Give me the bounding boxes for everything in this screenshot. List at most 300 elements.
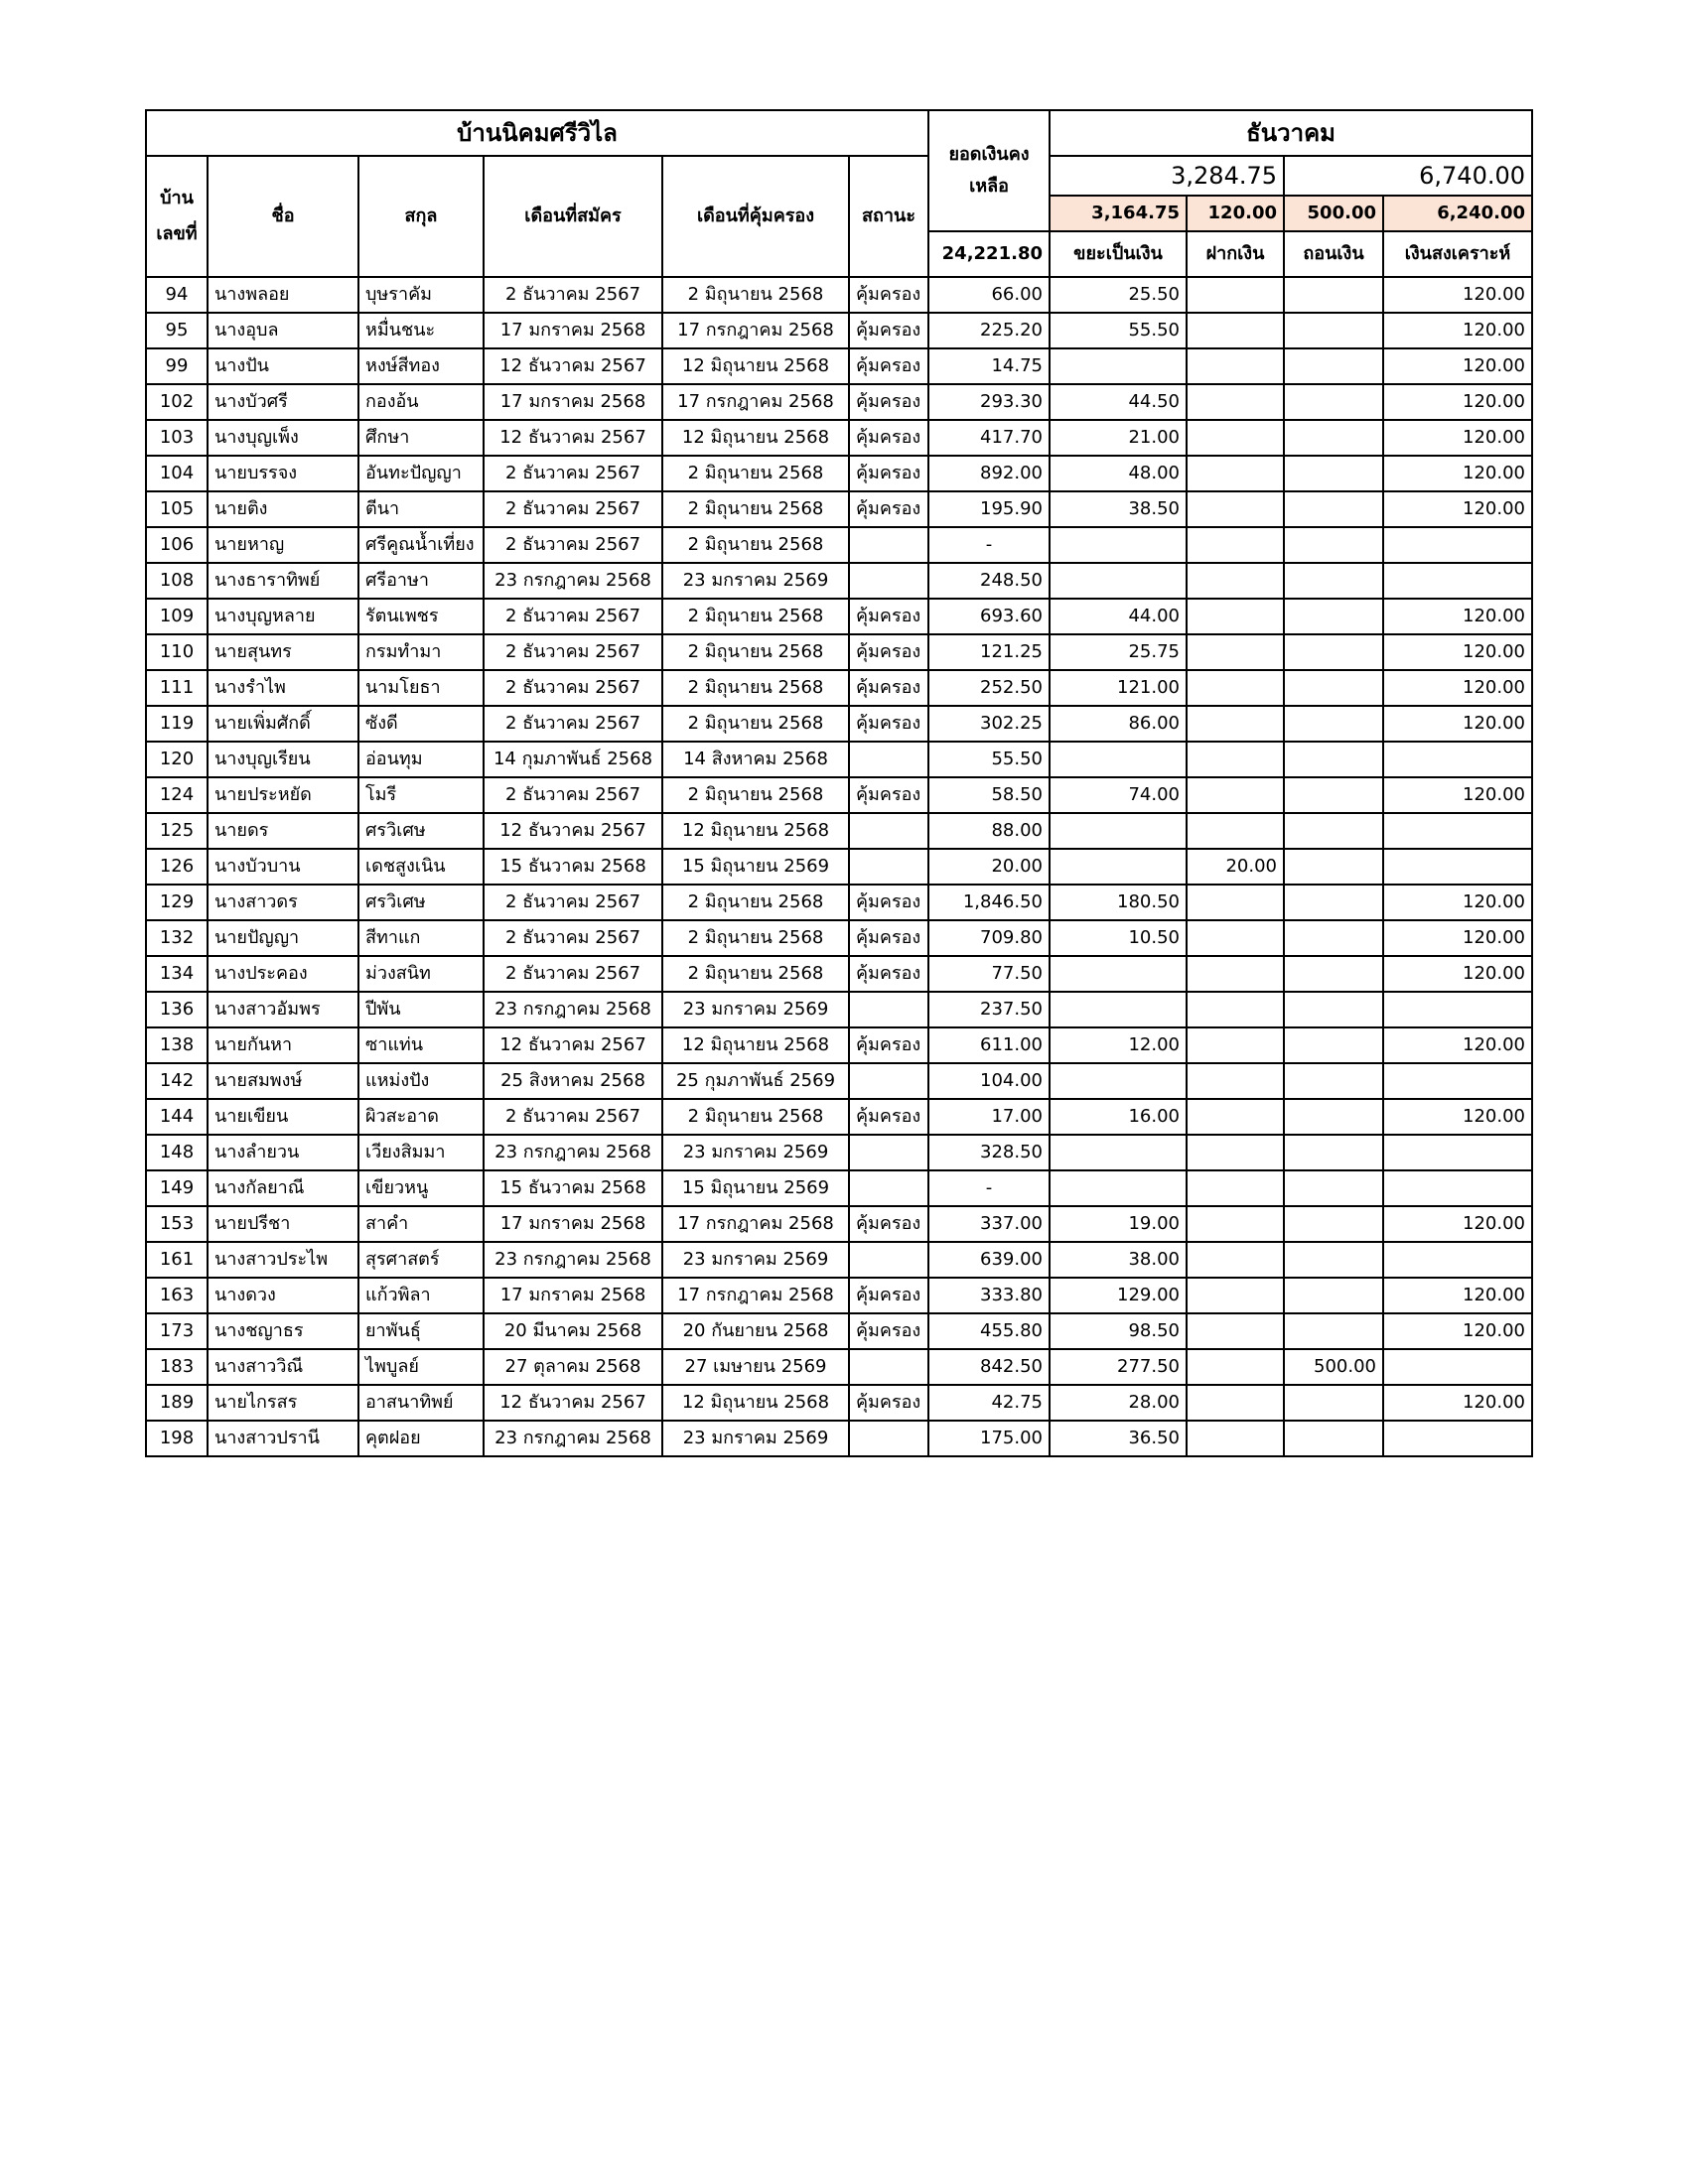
house-number-cell: 111 xyxy=(146,670,208,706)
withdraw-cell xyxy=(1284,348,1383,384)
village-title: บ้านนิคมศรีวิไล xyxy=(146,110,928,156)
deposit-cell xyxy=(1187,956,1284,992)
status-cell xyxy=(849,1170,928,1206)
waste-cell xyxy=(1050,1063,1187,1099)
table-row xyxy=(146,1063,1532,1099)
surname-cell: เดชสูงเนิน xyxy=(358,849,484,885)
withdraw-cell xyxy=(1284,1170,1383,1206)
balance-cell: 42.75 xyxy=(928,1385,1050,1421)
balance-cell: 842.50 xyxy=(928,1349,1050,1385)
table-header xyxy=(146,110,1532,277)
welfare-cell xyxy=(1383,1135,1532,1170)
welfare-cell: 120.00 xyxy=(1383,670,1532,706)
house-number-cell: 132 xyxy=(146,920,208,956)
house-number-cell: 153 xyxy=(146,1206,208,1242)
covered-month-cell: 23 มกราคม 2569 xyxy=(662,992,849,1027)
surname-cell: เวียงสิมมา xyxy=(358,1135,484,1170)
welfare-cell xyxy=(1383,1421,1532,1456)
name-cell: นายสมพงษ์ xyxy=(208,1063,358,1099)
house-number-cell: 148 xyxy=(146,1135,208,1170)
welfare-cell: 120.00 xyxy=(1383,1206,1532,1242)
waste-cell: 10.50 xyxy=(1050,920,1187,956)
deposit-cell xyxy=(1187,491,1284,527)
waste-cell xyxy=(1050,563,1187,599)
deposit-cell xyxy=(1187,1099,1284,1135)
withdraw-cell xyxy=(1284,1242,1383,1278)
name-cell: นายติง xyxy=(208,491,358,527)
surname-cell: ศรวิเศษ xyxy=(358,813,484,849)
surname-cell: รัตนเพชร xyxy=(358,599,484,634)
house-number-cell: 163 xyxy=(146,1278,208,1313)
welfare-cell: 120.00 xyxy=(1383,456,1532,491)
table-row xyxy=(146,813,1532,849)
covered-month-cell: 2 มิถุนายน 2568 xyxy=(662,634,849,670)
withdraw-header: ถอนเงิน xyxy=(1284,231,1383,277)
deposit-cell xyxy=(1187,1027,1284,1063)
covered-month-cell: 23 มกราคม 2569 xyxy=(662,1421,849,1456)
status-cell xyxy=(849,1421,928,1456)
applied-month-cell: 2 ธันวาคม 2567 xyxy=(484,777,662,813)
name-cell: นางบุญเพ็ง xyxy=(208,420,358,456)
waste-cell: 55.50 xyxy=(1050,313,1187,348)
balance-cell: 66.00 xyxy=(928,277,1050,313)
name-cell: นางสาวอัมพร xyxy=(208,992,358,1027)
deposit-cell xyxy=(1187,1349,1284,1385)
house-number-cell: 105 xyxy=(146,491,208,527)
applied-month-cell: 27 ตุลาคม 2568 xyxy=(484,1349,662,1385)
table-row xyxy=(146,1421,1532,1456)
withdraw-cell xyxy=(1284,1063,1383,1099)
status-cell: คุ้มครอง xyxy=(849,777,928,813)
waste-cell: 121.00 xyxy=(1050,670,1187,706)
covered-month-cell: 12 มิถุนายน 2568 xyxy=(662,348,849,384)
summary-total-a: 3,284.75 xyxy=(1050,156,1284,196)
subtotal-withdraw: 500.00 xyxy=(1284,196,1383,231)
house-number-cell: 138 xyxy=(146,1027,208,1063)
deposit-cell xyxy=(1187,1278,1284,1313)
table-row xyxy=(146,1278,1532,1313)
deposit-cell xyxy=(1187,384,1284,420)
status-cell: คุ้มครอง xyxy=(849,1206,928,1242)
covered-month-cell: 12 มิถุนายน 2568 xyxy=(662,420,849,456)
name-cell: นางกัลยาณี xyxy=(208,1170,358,1206)
waste-cell xyxy=(1050,849,1187,885)
house-number-cell: 99 xyxy=(146,348,208,384)
withdraw-cell xyxy=(1284,670,1383,706)
deposit-cell xyxy=(1187,1385,1284,1421)
balance-cell: 20.00 xyxy=(928,849,1050,885)
name-cell: นางบัวบาน xyxy=(208,849,358,885)
name-cell: นายดร xyxy=(208,813,358,849)
withdraw-cell xyxy=(1284,1385,1383,1421)
balance-cell: 337.00 xyxy=(928,1206,1050,1242)
house-number-cell: 102 xyxy=(146,384,208,420)
house-number-cell: 108 xyxy=(146,563,208,599)
withdraw-cell xyxy=(1284,992,1383,1027)
name-cell: นางดวง xyxy=(208,1278,358,1313)
balance-cell: 237.50 xyxy=(928,992,1050,1027)
name-cell: นางบุญหลาย xyxy=(208,599,358,634)
withdraw-cell xyxy=(1284,956,1383,992)
status-cell: คุ้มครอง xyxy=(849,1385,928,1421)
status-cell: คุ้มครอง xyxy=(849,634,928,670)
balance-cell: 175.00 xyxy=(928,1421,1050,1456)
table-row xyxy=(146,1170,1532,1206)
balance-cell: 121.25 xyxy=(928,634,1050,670)
covered-month-cell: 2 มิถุนายน 2568 xyxy=(662,956,849,992)
applied-month-cell: 2 ธันวาคม 2567 xyxy=(484,491,662,527)
waste-cell: 74.00 xyxy=(1050,777,1187,813)
table-row xyxy=(146,885,1532,920)
applied-month-cell: 2 ธันวาคม 2567 xyxy=(484,599,662,634)
waste-cell: 25.50 xyxy=(1050,277,1187,313)
balance-cell: 252.50 xyxy=(928,670,1050,706)
welfare-cell: 120.00 xyxy=(1383,1385,1532,1421)
surname-cell: ศึกษา xyxy=(358,420,484,456)
covered-month-cell: 27 เมษายน 2569 xyxy=(662,1349,849,1385)
welfare-cell: 120.00 xyxy=(1383,706,1532,742)
waste-cell xyxy=(1050,348,1187,384)
withdraw-cell xyxy=(1284,849,1383,885)
surname-cell: อ่อนทุม xyxy=(358,742,484,777)
house-number-cell: 106 xyxy=(146,527,208,563)
status-cell xyxy=(849,1135,928,1170)
surname-cell: แหม่งปัง xyxy=(358,1063,484,1099)
status-cell: คุ้มครอง xyxy=(849,456,928,491)
covered-month-cell: 2 มิถุนายน 2568 xyxy=(662,277,849,313)
surname-cell: บุษราคัม xyxy=(358,277,484,313)
deposit-cell xyxy=(1187,313,1284,348)
name-cell: นายกันหา xyxy=(208,1027,358,1063)
house-number-cell: 104 xyxy=(146,456,208,491)
status-cell: คุ้มครอง xyxy=(849,313,928,348)
name-cell: นางประคอง xyxy=(208,956,358,992)
table-row xyxy=(146,384,1532,420)
covered-month-cell: 12 มิถุนายน 2568 xyxy=(662,813,849,849)
house-number-cell: 161 xyxy=(146,1242,208,1278)
applied-month-cell: 12 ธันวาคม 2567 xyxy=(484,420,662,456)
surname-cell: ศรวิเศษ xyxy=(358,885,484,920)
applied-month-cell: 17 มกราคม 2568 xyxy=(484,384,662,420)
name-cell: นางชญาธร xyxy=(208,1313,358,1349)
surname-cell: สุรศาสตร์ xyxy=(358,1242,484,1278)
applied-month-cell: 2 ธันวาคม 2567 xyxy=(484,1099,662,1135)
house-number-cell: 144 xyxy=(146,1099,208,1135)
status-cell: คุ้มครอง xyxy=(849,599,928,634)
withdraw-cell xyxy=(1284,885,1383,920)
covered-month-cell: 17 กรกฎาคม 2568 xyxy=(662,384,849,420)
waste-cell xyxy=(1050,956,1187,992)
name-cell: นายเขียน xyxy=(208,1099,358,1135)
waste-cell: 38.00 xyxy=(1050,1242,1187,1278)
house-number-cell: 198 xyxy=(146,1421,208,1456)
applied-month-cell: 12 ธันวาคม 2567 xyxy=(484,1385,662,1421)
table-row xyxy=(146,634,1532,670)
surname-cell: เขียวหนู xyxy=(358,1170,484,1206)
covered-month-cell: 25 กุมภาพันธ์ 2569 xyxy=(662,1063,849,1099)
deposit-cell xyxy=(1187,634,1284,670)
table-row xyxy=(146,599,1532,634)
withdraw-cell xyxy=(1284,456,1383,491)
deposit-cell xyxy=(1187,920,1284,956)
waste-cell: 16.00 xyxy=(1050,1099,1187,1135)
summary-total-b: 6,740.00 xyxy=(1284,156,1532,196)
applied-month-cell: 17 มกราคม 2568 xyxy=(484,313,662,348)
surname-cell: ตีนา xyxy=(358,491,484,527)
withdraw-cell xyxy=(1284,599,1383,634)
name-cell: นางรำไพ xyxy=(208,670,358,706)
waste-cell: 36.50 xyxy=(1050,1421,1187,1456)
waste-cell xyxy=(1050,1135,1187,1170)
house-number-cell: 136 xyxy=(146,992,208,1027)
deposit-cell xyxy=(1187,1313,1284,1349)
applied-month-cell: 23 กรกฎาคม 2568 xyxy=(484,563,662,599)
balance-cell: 328.50 xyxy=(928,1135,1050,1170)
applied-month-cell: 15 ธันวาคม 2568 xyxy=(484,849,662,885)
name-cell: นางสาวประไพ xyxy=(208,1242,358,1278)
name-cell: นางสาวปรานี xyxy=(208,1421,358,1456)
deposit-cell xyxy=(1187,742,1284,777)
welfare-cell xyxy=(1383,992,1532,1027)
balance-cell: 88.00 xyxy=(928,813,1050,849)
balance-cell: 417.70 xyxy=(928,420,1050,456)
waste-cell: 21.00 xyxy=(1050,420,1187,456)
waste-cell: 28.00 xyxy=(1050,1385,1187,1421)
status-cell: คุ้มครอง xyxy=(849,348,928,384)
table-row xyxy=(146,1135,1532,1170)
withdraw-cell xyxy=(1284,777,1383,813)
house-number-cell: 125 xyxy=(146,813,208,849)
house-number-cell: 109 xyxy=(146,599,208,634)
table-row xyxy=(146,777,1532,813)
name-cell: นายหาญ xyxy=(208,527,358,563)
table-row xyxy=(146,456,1532,491)
withdraw-cell xyxy=(1284,384,1383,420)
withdraw-cell xyxy=(1284,742,1383,777)
withdraw-cell xyxy=(1284,527,1383,563)
status-cell xyxy=(849,813,928,849)
covered-month-cell: 2 มิถุนายน 2568 xyxy=(662,885,849,920)
covered-month-cell: 12 มิถุนายน 2568 xyxy=(662,1027,849,1063)
applied-month-cell: 12 ธันวาคม 2567 xyxy=(484,813,662,849)
status-cell xyxy=(849,527,928,563)
status-cell: คุ้มครอง xyxy=(849,956,928,992)
balance-cell: 195.90 xyxy=(928,491,1050,527)
applied-month-cell: 2 ธันวาคม 2567 xyxy=(484,277,662,313)
balance-cell: 709.80 xyxy=(928,920,1050,956)
house-number-cell: 189 xyxy=(146,1385,208,1421)
house-number-cell: 173 xyxy=(146,1313,208,1349)
applied-month-cell: 12 ธันวาคม 2567 xyxy=(484,348,662,384)
subtotal-deposit: 120.00 xyxy=(1187,196,1284,231)
welfare-cell xyxy=(1383,1242,1532,1278)
waste-cell: 129.00 xyxy=(1050,1278,1187,1313)
surname-cell: คุตฝอย xyxy=(358,1421,484,1456)
status-cell xyxy=(849,849,928,885)
deposit-cell xyxy=(1187,277,1284,313)
covered-month-cell: 17 กรกฎาคม 2568 xyxy=(662,1206,849,1242)
status-cell: คุ้มครอง xyxy=(849,885,928,920)
waste-cell: 12.00 xyxy=(1050,1027,1187,1063)
withdraw-cell xyxy=(1284,1278,1383,1313)
applied-month-cell: 2 ธันวาคม 2567 xyxy=(484,920,662,956)
status-cell: คุ้มครอง xyxy=(849,670,928,706)
balance-cell: 225.20 xyxy=(928,313,1050,348)
surname-cell: อันทะปัญญา xyxy=(358,456,484,491)
covered-month-cell: 2 มิถุนายน 2568 xyxy=(662,1099,849,1135)
deposit-cell xyxy=(1187,1170,1284,1206)
welfare-header: เงินสงเคราะห์ xyxy=(1383,231,1532,277)
surname-cell: อาสนาทิพย์ xyxy=(358,1385,484,1421)
welfare-cell xyxy=(1383,813,1532,849)
deposit-cell xyxy=(1187,992,1284,1027)
welfare-cell: 120.00 xyxy=(1383,1027,1532,1063)
deposit-cell xyxy=(1187,813,1284,849)
status-cell xyxy=(849,992,928,1027)
waste-cell xyxy=(1050,813,1187,849)
welfare-cell: 120.00 xyxy=(1383,313,1532,348)
withdraw-cell xyxy=(1284,1135,1383,1170)
balance-cell: 248.50 xyxy=(928,563,1050,599)
balance-cell: 14.75 xyxy=(928,348,1050,384)
surname-cell: นามโยธา xyxy=(358,670,484,706)
status-cell xyxy=(849,742,928,777)
applied-month-cell: 23 กรกฎาคม 2568 xyxy=(484,1135,662,1170)
balance-cell: 302.25 xyxy=(928,706,1050,742)
applied-month-cell: 15 ธันวาคม 2568 xyxy=(484,1170,662,1206)
balance-cell: 1,846.50 xyxy=(928,885,1050,920)
covered-month-cell: 2 มิถุนายน 2568 xyxy=(662,527,849,563)
status-cell xyxy=(849,1063,928,1099)
withdraw-cell xyxy=(1284,1099,1383,1135)
waste-cell: 38.50 xyxy=(1050,491,1187,527)
welfare-cell: 120.00 xyxy=(1383,348,1532,384)
subtotal-waste: 3,164.75 xyxy=(1050,196,1187,231)
covered-month-cell: 15 มิถุนายน 2569 xyxy=(662,1170,849,1206)
balance-cell: 693.60 xyxy=(928,599,1050,634)
waste-header: ขยะเป็นเงิน xyxy=(1050,231,1187,277)
table-row xyxy=(146,277,1532,313)
status-cell: คุ้มครอง xyxy=(849,1099,928,1135)
balance-cell: 104.00 xyxy=(928,1063,1050,1099)
surname-cell: ยาพันธุ์ xyxy=(358,1313,484,1349)
table-row xyxy=(146,1099,1532,1135)
covered-month-cell: 23 มกราคม 2569 xyxy=(662,1242,849,1278)
covered-month-cell: 17 กรกฎาคม 2568 xyxy=(662,1278,849,1313)
withdraw-cell xyxy=(1284,1027,1383,1063)
surname-cell: กรมทำมา xyxy=(358,634,484,670)
applied-month-cell: 17 มกราคม 2568 xyxy=(484,1278,662,1313)
waste-cell: 180.50 xyxy=(1050,885,1187,920)
covered-month-cell: 2 มิถุนายน 2568 xyxy=(662,706,849,742)
waste-cell xyxy=(1050,527,1187,563)
deposit-cell xyxy=(1187,1063,1284,1099)
name-cell: นางอุบล xyxy=(208,313,358,348)
name-cell: นายบรรจง xyxy=(208,456,358,491)
welfare-cell xyxy=(1383,742,1532,777)
surname-cell: สีทาแก xyxy=(358,920,484,956)
surname-cell: ม่วงสนิท xyxy=(358,956,484,992)
covered-month-cell: 2 มิถุนายน 2568 xyxy=(662,491,849,527)
welfare-cell: 120.00 xyxy=(1383,1313,1532,1349)
status-cell: คุ้มครอง xyxy=(849,1027,928,1063)
welfare-cell xyxy=(1383,1170,1532,1206)
applied-month-cell: 25 สิงหาคม 2568 xyxy=(484,1063,662,1099)
welfare-cell xyxy=(1383,563,1532,599)
table-body xyxy=(146,277,1532,1456)
house-number-cell: 124 xyxy=(146,777,208,813)
total-balance: 24,221.80 xyxy=(928,231,1050,277)
surname-cell: ผิวสะอาด xyxy=(358,1099,484,1135)
applied-month-cell: 23 กรกฎาคม 2568 xyxy=(484,1242,662,1278)
covered-month-cell: 12 มิถุนายน 2568 xyxy=(662,1385,849,1421)
covered-month-cell: 15 มิถุนายน 2569 xyxy=(662,849,849,885)
withdraw-cell xyxy=(1284,813,1383,849)
deposit-cell xyxy=(1187,456,1284,491)
applied-month-cell: 23 กรกฎาคม 2568 xyxy=(484,1421,662,1456)
applied-month-cell: 2 ธันวาคม 2567 xyxy=(484,456,662,491)
house-number-cell: 134 xyxy=(146,956,208,992)
name-cell: นางพลอย xyxy=(208,277,358,313)
withdraw-cell xyxy=(1284,563,1383,599)
house-number-cell: 142 xyxy=(146,1063,208,1099)
covered-month-cell: 2 มิถุนายน 2568 xyxy=(662,670,849,706)
deposit-cell xyxy=(1187,1242,1284,1278)
balance-header: ยอดเงินคงเหลือ xyxy=(928,110,1050,231)
name-cell: นางบัวศรี xyxy=(208,384,358,420)
name-cell: นางลำยวน xyxy=(208,1135,358,1170)
status-cell: คุ้มครอง xyxy=(849,1278,928,1313)
covered-month-cell: 2 มิถุนายน 2568 xyxy=(662,777,849,813)
table-row xyxy=(146,670,1532,706)
table-row xyxy=(146,849,1532,885)
covered-month-cell: 23 มกราคม 2569 xyxy=(662,1135,849,1170)
covered-month-cell: 20 กันยายน 2568 xyxy=(662,1313,849,1349)
withdraw-cell xyxy=(1284,1206,1383,1242)
table-row xyxy=(146,1313,1532,1349)
surname-cell: ปีพัน xyxy=(358,992,484,1027)
covered-month-cell: 14 สิงหาคม 2568 xyxy=(662,742,849,777)
surname-cell: หงษ์สีทอง xyxy=(358,348,484,384)
table-row xyxy=(146,420,1532,456)
waste-cell: 19.00 xyxy=(1050,1206,1187,1242)
ledger-table xyxy=(145,109,1533,1457)
deposit-cell xyxy=(1187,420,1284,456)
surname-cell: กองอ้น xyxy=(358,384,484,420)
name-header: ชื่อ xyxy=(208,156,358,277)
withdraw-cell xyxy=(1284,420,1383,456)
withdraw-cell xyxy=(1284,277,1383,313)
table-row xyxy=(146,563,1532,599)
withdraw-cell xyxy=(1284,1421,1383,1456)
covered-month-cell: 2 มิถุนายน 2568 xyxy=(662,599,849,634)
deposit-cell xyxy=(1187,1206,1284,1242)
table-row xyxy=(146,742,1532,777)
applied-month-cell: 20 มีนาคม 2568 xyxy=(484,1313,662,1349)
deposit-cell xyxy=(1187,599,1284,634)
name-cell: นายเพิ่มศักดิ์ xyxy=(208,706,358,742)
name-cell: นายประหยัด xyxy=(208,777,358,813)
table-row xyxy=(146,992,1532,1027)
house-number-cell: 149 xyxy=(146,1170,208,1206)
status-cell: คุ้มครอง xyxy=(849,1313,928,1349)
deposit-cell xyxy=(1187,706,1284,742)
table-row xyxy=(146,1385,1532,1421)
withdraw-cell xyxy=(1284,313,1383,348)
status-cell: คุ้มครอง xyxy=(849,420,928,456)
deposit-cell xyxy=(1187,563,1284,599)
house-number-cell: 110 xyxy=(146,634,208,670)
